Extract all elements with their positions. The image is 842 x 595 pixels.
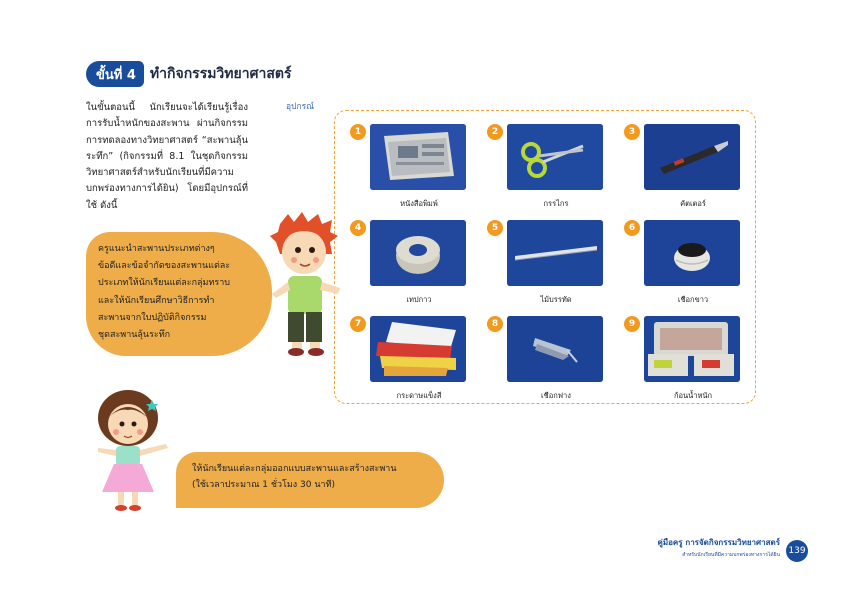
step-heading	[86, 60, 292, 88]
step-label: ขั้นที่ 4	[86, 61, 144, 87]
white-rope-icon	[644, 220, 740, 286]
equipment-caption: กระดาษแข็งสี	[396, 391, 442, 400]
footer-title: คู่มือครู การจัดกิจกรรมวิทยาศาสตร์	[657, 538, 780, 547]
student-callout	[176, 452, 444, 508]
item-number: 5	[487, 220, 503, 236]
equipment-item-cutter	[628, 124, 742, 210]
equipment-item-white-rope	[628, 220, 742, 306]
cutter-icon	[644, 124, 740, 190]
footer	[640, 536, 780, 559]
equipment-caption: เชือกฟาง	[541, 391, 571, 400]
callout-line: ข้อดีและข้อจำกัดของสะพานแต่ละ	[98, 261, 231, 272]
intro-paragraph: ในขั้นตอนนี้ นักเรียนจะได้เรียนรู้เรื่องการรับน้ำหนักของสะพาน ผ่านกิจกรรมการทดลองทางวิทยาศาสตร์ “สะพานลุ้นระทึก” (กิจกรรมที่ 8.1 ในชุดกิจกรรมวิทยาศาสตร์สำหรับนักเรียนที่มีความบกพร่องทางการได้ยิน) โดยมีอุปกรณ์ที่ใช้ ดังนี้	[86, 102, 248, 211]
equipment-item-scissors	[491, 124, 605, 210]
item-number: 7	[350, 316, 366, 332]
girl-illustration	[92, 388, 174, 514]
callout-line: และให้นักเรียนศึกษาวิธีการทำ	[98, 295, 215, 306]
newspaper-icon	[370, 124, 466, 190]
footer-subtitle: สำหรับนักเรียนที่มีความบกพร่องทางการได้ยิน	[682, 552, 780, 558]
equipment-item-raffia-rope	[491, 316, 605, 402]
item-number: 1	[350, 124, 366, 140]
boy-illustration	[258, 210, 354, 360]
item-number: 6	[624, 220, 640, 236]
equipment-label: อุปกรณ์	[286, 102, 315, 112]
page-number: 139	[786, 540, 808, 562]
item-number: 2	[487, 124, 503, 140]
item-number: 4	[350, 220, 366, 236]
teacher-callout	[86, 232, 272, 356]
callout-line: ให้นักเรียนแต่ละกลุ่มออกแบบสะพานและสร้างสะพาน	[192, 464, 397, 474]
ruler-icon	[507, 220, 603, 286]
tape-icon	[370, 220, 466, 286]
colored-cardboard-icon	[370, 316, 466, 382]
callout-line: ครูแนะนำสะพานประเภทต่างๆ	[98, 244, 215, 254]
equipment-caption: คัตเตอร์	[680, 199, 706, 208]
scissors-icon	[507, 124, 603, 190]
equipment-caption: กรรไกร	[543, 199, 569, 208]
item-number: 3	[624, 124, 640, 140]
raffia-rope-icon	[507, 316, 603, 382]
equipment-caption: เทปกาว	[406, 295, 432, 304]
weights-icon	[644, 316, 740, 382]
equipment-caption: ก้อนน้ำหนัก	[673, 391, 713, 400]
equipment-item-tape	[354, 220, 468, 306]
equipment-item-newspaper	[354, 124, 468, 210]
item-number: 9	[624, 316, 640, 332]
callout-line: (ใช้เวลาประมาณ 1 ชั่วโมง 30 นาที)	[192, 480, 336, 490]
step-title: ทำกิจกรรมวิทยาศาสตร์	[149, 66, 292, 82]
callout-line: สะพานจากใบปฏิบัติกิจกรรม	[98, 312, 207, 323]
item-number: 8	[487, 316, 503, 332]
callout-line: ชุดสะพานลุ้นระทึก	[98, 330, 171, 341]
equipment-caption: เชือกขาว	[677, 295, 709, 304]
equipment-caption: หนังสือพิมพ์	[400, 199, 438, 208]
equipment-item-ruler	[491, 220, 605, 306]
callout-line: ประเภทให้นักเรียนแต่ละกลุ่มทราบ	[98, 278, 231, 289]
equipment-caption: ไม้บรรทัด	[540, 295, 572, 304]
equipment-item-weights	[628, 316, 742, 402]
equipment-item-colored-cardboard	[354, 316, 468, 402]
